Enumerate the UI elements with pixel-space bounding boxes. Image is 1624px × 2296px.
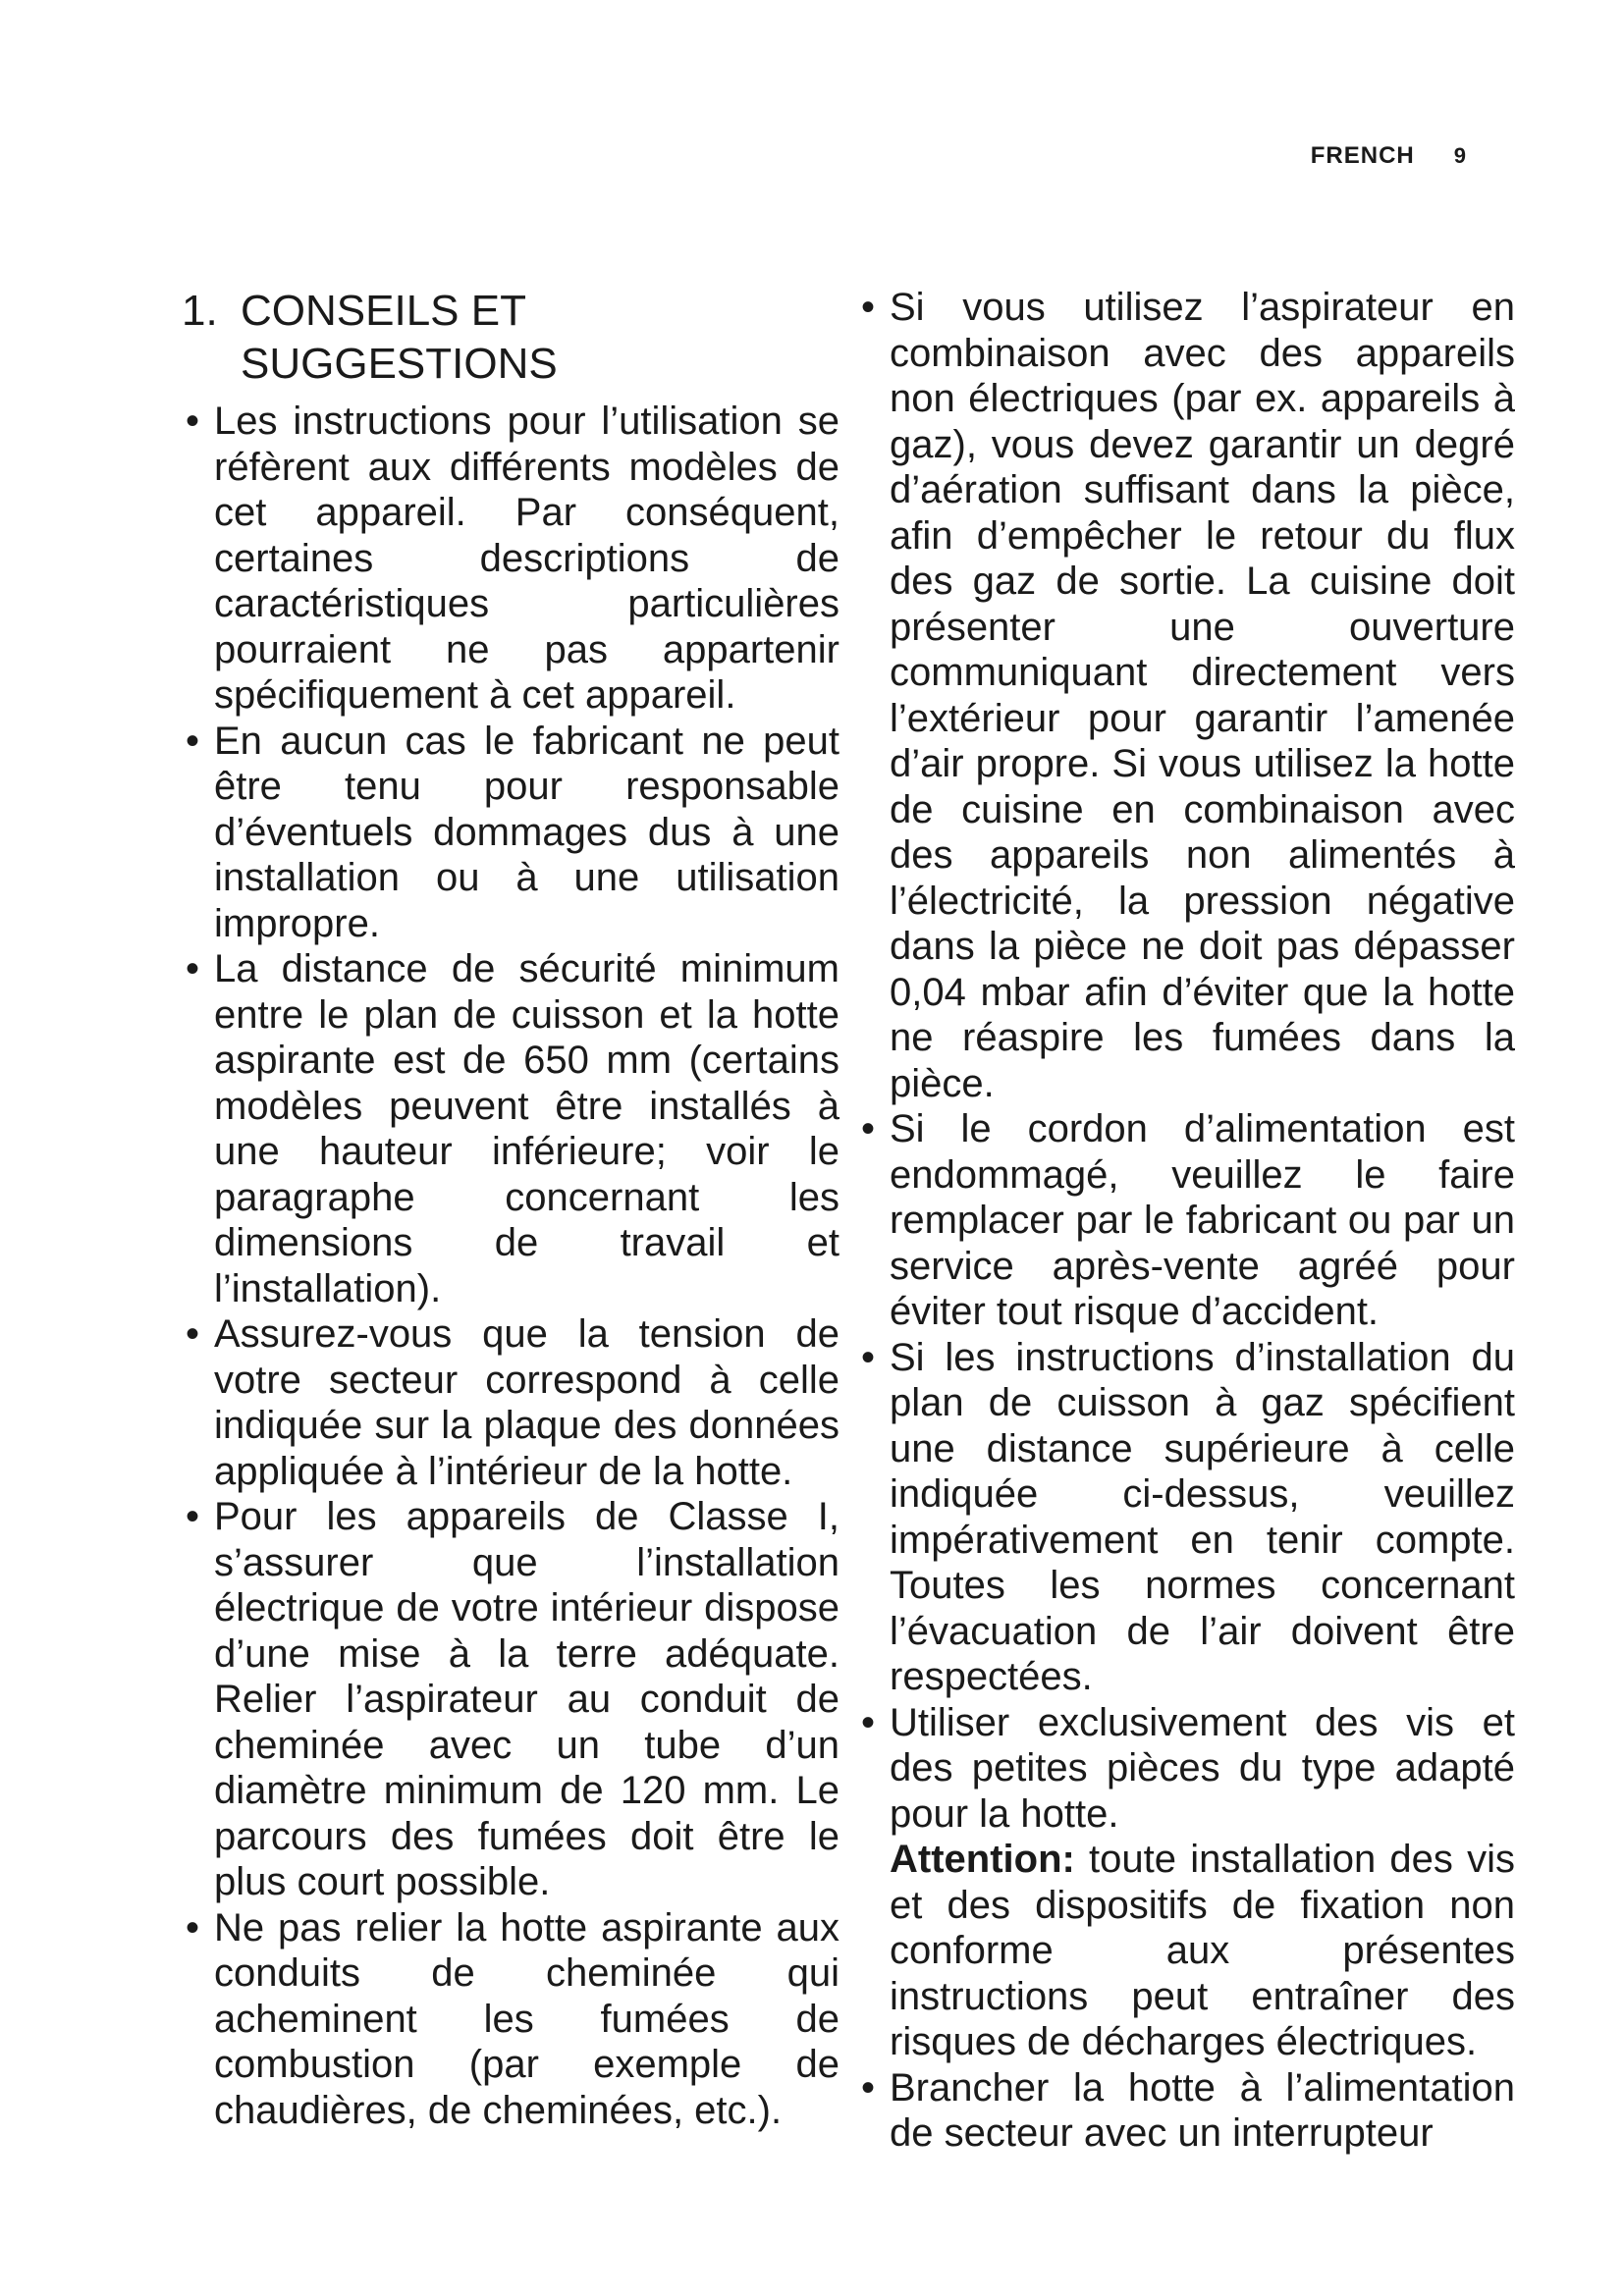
bullet: • (186, 719, 200, 763)
bullet: • (861, 1700, 876, 1744)
bullet: • (861, 2065, 876, 2109)
bullet: • (861, 286, 876, 329)
list-item (182, 399, 839, 719)
bullet: • (186, 1495, 200, 1538)
list-item (182, 1905, 839, 2134)
list-item-text: Si vous utilisez l’aspirateur en combinaison avec des appareils non électriques (par ex. appareils à gaz), vous devez garantir un degré d’aération suffisant dans la pièce, afin d’empêcher le retour du flux des gaz de sortie. La cuisine doit présenter une ouverture communiquant directement vers l’extérieur pour garantir l’amenée d’air propre. Si vous utilisez la hotte de cuisine en combinaison avec des appareils non alimentés à l’électricité, la pression négative dans la pièce ne doit pas dépasser 0,04 mbar afin d’éviter que la hotte ne réaspire les fumées dans la pièce. (890, 286, 1515, 1105)
list-item-text: Brancher la hotte à l’alimentation de secteur avec un interrupteur (890, 2065, 1515, 2155)
bullet: • (186, 947, 200, 990)
list-item-text: Pour les appareils de Classe I, s’assurer que l’installation électrique de votre intérieur dispose d’une mise à la terre adéquate. Relier l’aspirateur au conduit de cheminée avec un tube d’un diamètre minimum de 120 mm. Le parcours des fumées doit être le plus court possible. (214, 1495, 839, 1903)
header-language: FRENCH (1310, 142, 1415, 169)
section-title (182, 285, 839, 391)
attention-label: Attention: (890, 1838, 1075, 1881)
list-item-text: Si le cordon d’alimentation est endommagé, veuillez le faire remplacer par le fabricant ou par un service après-vente agréé pour éviter tout risque d’accident. (890, 1107, 1515, 1333)
right-column (857, 285, 1515, 2157)
attention-text: toute installation des vis et des dispositifs de fixation non conforme aux présentes instructions peut entraîner des risques de décharges électriques. (890, 1838, 1515, 2063)
list-item (182, 719, 839, 947)
list-item (182, 1311, 839, 1494)
list-item-text: En aucun cas le fabricant ne peut être tenu pour responsable d’éventuels dommages dus à une installation ou à une utilisation impropre. (214, 719, 839, 945)
page-header (1311, 142, 1467, 170)
bullet: • (861, 1107, 876, 1150)
bullet: • (186, 1312, 200, 1356)
list-item-text: Utiliser exclusivement des vis et des petites pièces du type adapté pour la hotte. (890, 1700, 1515, 1836)
list-item (857, 285, 1515, 1106)
list-item-text: La distance de sécurité minimum entre le plan de cuisson et la hotte aspirante est de 650 mm (certains modèles peuvent être installés à une hauteur inférieure; voir le paragraphe concernant les dimensions de travail et l’installation). (214, 947, 839, 1310)
bullet: • (186, 400, 200, 443)
list-item-text: Assurez-vous que la tension de votre secteur correspond à celle indiquée sur la plaque des données appliquée à l’intérieur de la hotte. (214, 1312, 839, 1493)
list-item (857, 1700, 1515, 1838)
list-item-text: Si les instructions d’installation du plan de cuisson à gaz spécifient une distance supérieure à celle indiquée ci-dessus, veuillez impérativement en tenir compte. Toutes les normes concernant l’évacuation de l’air doivent être respectées. (890, 1335, 1515, 1698)
list-item (182, 946, 839, 1311)
page-number: 9 (1453, 143, 1467, 168)
bullet: • (861, 1335, 876, 1379)
list-item (857, 2065, 1515, 2157)
list-item (857, 1106, 1515, 1335)
list-item (182, 1494, 839, 1905)
attention-note (857, 1837, 1515, 2065)
list-item-text: Les instructions pour l’utilisation se réfèrent aux différents modèles de cet appareil. Par conséquent, certaines descriptions de caractéristiques particulières pourraient ne pas appartenir spécifiquement à cet appareil. (214, 400, 839, 717)
bullet: • (186, 1905, 200, 1949)
list-item (857, 1335, 1515, 1700)
section-number: 1. (182, 287, 218, 335)
left-column (182, 285, 839, 2133)
section-title-text: CONSEILS ET SUGGESTIONS (241, 287, 558, 388)
list-item-text: Ne pas relier la hotte aspirante aux conduits de cheminée qui acheminent les fumées de combustion (par exemple de chaudières, de cheminées, etc.). (214, 1905, 839, 2132)
